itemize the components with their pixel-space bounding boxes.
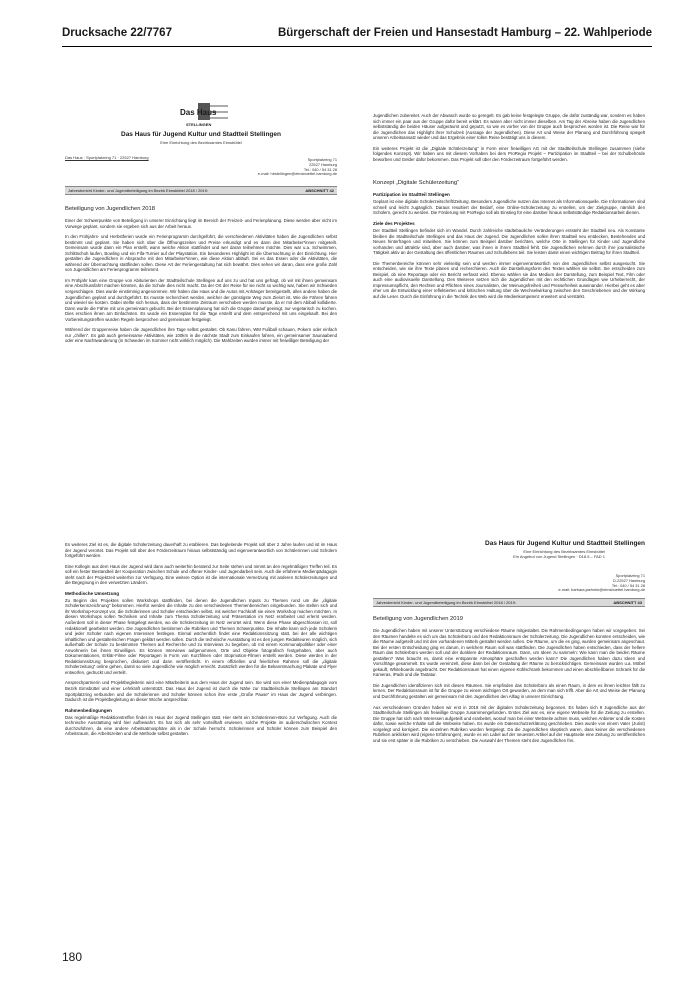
drucksache-number: Drucksache 22/7767	[62, 27, 172, 39]
page-number: 180	[62, 950, 83, 964]
address-line: D-22527 Hamburg	[612, 577, 645, 583]
section-bar-title: Jahresbericht Kinder- und Jugendbeteiligung im Bezirk Eimsbüttel 2018 / 2019:	[68, 188, 209, 193]
paragraph: Im Frühjahr kam eine Gruppe von Abiturienten der Stadtteilschule Stellingen auf uns zu und hat uns gefragt, ob wir mit ihnen gemeinsam eine Abschlussfahrt machen könnten, da die Schule dies nicht macht. Da der Ort der Reise für sie nicht so wichtig war, haben wir Schweden vorgeschlagen. Dies wurde einstimmig angenommen. Wir haben das Haus und die Autos mit Anhänger bereitgestellt, alles andere haben die Jugendlichen geplant und durchgeführt. Es musste recherchiert werden, welcher der günstigste Weg zum Zielort ist. Wie die Fähren fahren und wieviel sie kosten. Dabei stellte sich heraus, dass der bestimmte Zeitraum verschoben werden musste, da er mit dem Abiball kollidierte. Dann wurde die Fähre mit uns gemeinsam gebucht. Bei der Essensplanung hat sich die Gruppe darauf geeinigt, nur vegetarisch zu kochen. Dies erschien ihnen am Einfachsten. Es wurde ein Essensplan für die Tage erstellt und dem entsprechend mit uns eingekauft. Bei den Vorbereitungstreffen wurden Regeln besprochen und gemeinsam festgelegt.	[65, 277, 337, 322]
paragraph: Aus verschiedenen Gründen haben wir erst in 2019 mit der digitalen Schülerzeitung begonnen. Es haben sich 9 Jugendliche aus der Stadtteilschule Stellingen als freiwillige Gruppe zusammengefunden. Erstes Ziel war es, eine eigene Webseite für die Zeitung zu erstellen. Die Gruppe hat sich nach Interessen aufgeteilt und erarbeitet, worauf man bei einer Webseite achten muss, welchen Anbieter und die Kosten dafür, sowie welche Inhalte soll die Webseite haben. Es wurde ein Datenschutzerklärung geschrieben. Dies wurde von einem Vater (Jurist) vorgelegt und korrigiert. Die einzelnen Rubriken wurden festgelegt. Da die Jugendlichen skeptisch waren, dass keiner die verschiedenen Rubriken anklicken wird (eigene Erfahrungen), wurde es ein Label auf der neuesten Artikel auf der Hauptseite eine Zeitung zu veröffentlichen und sie erst später in die Rubriken zu verschieben. Die Auswahl der Themen steht den Jugendlichen frei.	[373, 704, 645, 743]
panel-report-2018	[65, 100, 337, 520]
panel-methods	[65, 542, 337, 927]
parliament-title: Bürgerschaft der Freien und Hansestadt Hamburg – 22. Wahlperiode	[277, 27, 652, 39]
paragraph: In den Frühjahrs- und Herbstferien wurde ein Ferienprogramm durchgeführt, die verschiedenen Aktivitäten haben die Jugendlichen selbst bestimmt und geplant. Sie haben sich über die Öffnungszeiten und Preise erkundigt und es dann den Mitarbeiter*innen mitgeteilt. Gemeinsam wurde dann ein Plan erstellt, wann welche Aktion stattfindet und wer daran teilnehmen möchte. Dies war u.a. Schwimmen, Schlittschuh laufen, Bowling und ein Fifa-Turnier auf der Playstation. Ein besonderes Highlight ist die Übernachtung in der Einrichtung. Hier gestalten die Jugendlichen in Absprache mit den Mitarbeiter*innen, wie diese Aktion abläuft. Sei es das Essen oder die Aktivitäten, die während der Übernachtung stattfinden sollen. Diese Art der Feriengestaltung hat sich bewährt. Dies sehen wir daran, dass eine große Zahl von Jugendlichen am Ferienprogramm teilnimmt.	[65, 234, 337, 273]
org-name: Das Haus für Jugend Kultur und Stadtteil Stellingen	[485, 540, 645, 547]
paragraph: Der Stadtteil Stellingen befindet sich im Wandel. Durch zahlreiche städtebauliche Veränderungen entsteht der Stadtteil neu. Als Konstante bleiben die Stadtteilschule Stellingen und das Haus der Jugend. Die Jugendlichen sollen ihren Stadtteil neu entdecken, Bestehendes und Neues hinterfragen und mitwirken. Sie können zum Beispiel darüber berichten, welche Orte in Stellingen für Kinder und Jugendliche vorhanden und attraktiv sind, aber auch darüber, was ihnen in ihrem Stadtteil fehlt. Die Jugendlichen nehmen durch ihre journalistische Tätigkeit aktiv an der Gestaltung des öffentlichen Raumes und Schullebens teil. Sie leisten damit einen wichtigen Beitrag für ihren Stadtteil.	[373, 228, 645, 256]
section-heading: Beteiligung von Jugendlichen 2019	[373, 616, 463, 622]
section-title: Partizipation im Stadtteil Stellingen	[373, 192, 450, 198]
paragraph: Einer der Schwerpunkte von Beteiligung in unserer Einrichtung liegt im Bereich der Freizeit- und Ferienplanung. Diese werden aber nicht im Vorwege geplant, sondern sie ergeben sich aus der Arbeit heraus.	[65, 218, 337, 229]
paragraph: Die Themenbereiche können sehr vielseitig sein und werden immer eigenverantwortlich von den Jugendlichen selbst ausgesucht. Sie entscheiden, wie sie ihre Texte planen und recherchieren. Auch die Darstellungsform des Textes wählen sie selbst. Sie entscheiden zum Beispiel, ob eine Reportage oder ein Bericht verfasst wird. Ebenso wählen sie das Medium der Darstellung, zum Beispiel Text, Film oder auch eine audiovisuelle Darstellung. Des Weiteren setzen sich die Jugendlichen mit den rechtlichen Grundlagen wie Urheberrecht, der Impressumspflicht, den Rechten und Pflichten eines Journalisten, der Meinungsfreiheit und Pressefreiheit auseinander. Hierbei geht es aber eher um die Entwicklung einer reflektierten und kritischen Haltung über die Wechselwirkung zwischen den Geschriebenen und der Wirkung auf die Leser. Durch die Einführung in die Technik des Web wird die Medienkompetenz erweitert und verstärkt.	[373, 260, 645, 300]
section-title: Methodische Umsetzung	[65, 590, 120, 596]
paragraph: Jugendlichen zubereitet. Auch der Abwasch wurde so geregelt. Es gab keine festgelegte Gruppe, die dafür zuständig war, sondern es haben sich immer ein paar aus der Gruppe dafür bereit erklärt. Es waren aber nicht immer dieselben. Am Tag der Abreise haben die Jugendlichen selbstständig die beiden Häuser aufgeräumt und geputzt, so wie es vorher von der Gruppe auch besprochen worden ist. Die Reise war für die Jugendlichen das Highlight ihrer Schulzeit (Aussage der Jugendlichen). Diese Art und Weise der Planung und Durchführung spiegelt unseren Arbeitsansatz wieder und das Ergebnis einer tollen Reise bestätigt uns in diesem.	[373, 113, 645, 141]
section-title: Ziele des Projektes	[373, 221, 415, 227]
small-address: Das Haus · Sportplatzring 71 · 22527 Hamburg	[65, 155, 149, 160]
address-line: Sportplatzring 71	[615, 573, 645, 578]
panel-body	[65, 200, 337, 349]
section-bar-title: Jahresbericht Kinder- und Jugendbeteiligung im Bezirk Eimsbüttel 2018 / 2019:	[376, 600, 517, 605]
section-title: Rahmenbedingungen	[65, 707, 112, 713]
org-subtitle: Eine Einrichtung des Bezirksamtes Eimsbüttel	[523, 549, 605, 554]
panel-concept	[373, 113, 645, 443]
paragraph: Es weiteres Ziel ist es, die digitale Schülerzeitung dauerhaft zu etablieren. Das begleitende Projekt soll über 2 Jahre laufen und ist im Haus der Jugend verortet. Das Projekt soll über den Förderzeitraum hinaus selbstständig und eigenverantwortlich von Schülerinnen und Schülern fortgeführt werden.	[65, 542, 337, 559]
small-address: Ein Angebot von Jugend Stellingen · D18.5 – FAD 1	[513, 554, 605, 559]
paragraph: Geplant ist eine digitale Schülerzeitschrift/Zeitung. Besonders Jugendliche nutzen das Internet als Informationsquelle. Die Informationen sind schnell und leicht zugänglich. Daraus resultiert der Bedarf, eine Online-Schülerzeitung zu erstellen, um der Zielgruppe, nämlich den Schülern, gerecht zu werden. Die Förderung mit ProRegio soll als Einstieg für eine darüber hinaus selbstständige Redaktionsarbeit dienen.	[373, 199, 645, 216]
paragraph: Eine Kollegin aus dem Haus der Jugend wird dann auch weiterhin beratend zur Seite stehen und nimmt an den regelmäßigen Treffen teil. Es soll ein fester Bestandteil der Kooperation zwischen Schule und offener Kinder- und Jugendarbeit sein. Auch die erfahrene Medienpädagogin steht nach der Projektzeit weiterhin zur Verfügung. Eine weitere Option ist die internationale Vernetzung mit anderen Schülerzeitungen und die Begegnung in den verwetzten Ländern.	[65, 563, 337, 586]
address-line: Sportplatzring 71	[307, 157, 337, 162]
header-rule	[62, 46, 652, 47]
address-line: e-mail: hbstellingen@eimsbuettel.hamburg.de	[257, 171, 337, 177]
address-block	[217, 158, 337, 177]
panel-report-2019	[373, 540, 645, 935]
panel-body	[373, 610, 645, 748]
section-label: ABSCHNITT 42	[305, 188, 334, 193]
section-bar	[373, 598, 645, 607]
org-name: Das Haus für Jugend Kultur und Stadtteil Stellingen	[121, 131, 281, 138]
paragraph: Ansprechpartnerin und Projektbegleiterin wird eine Mitarbeiterin aus dem Haus der Jugend sein. Sie wird von einer Medienpädagogin vom Bezirk Eimsbüttel und einer Lehrkraft unterstützt. Das Haus der Jugend ist durch die Nähe zur Stadtteilschule Stellingen am Standort Sportplatzring verbunden und die Schülerinnen und Schüler können schon ihre erste „Große Pause“ im Haus der Jugend verbringen. Dadurch ist die Projektbegleitung an dieser Woche ansprechbar.	[65, 680, 337, 703]
paragraph: Das regelmäßige Redaktionstreffen findet im Haus der Jugend Stellingen statt. Hier steht ein Schülerinnen-Büro zur Verfügung. Auch die technische Ausstattung wird hier aufbewahrt. Es hat sich als sehr vorteilhaft erwiesen, solche Projekte im außerschulischen Kontext durchzuführen, da eine andere Arbeitsatmosphäre als in der Schule herrscht. Schülerinnen und Schüler können zum Beispiel den Arbeitsraum, die Arbeitszeiten und die Methode selbst gestalten.	[65, 714, 337, 737]
address-line: e-mail: barbara.jaehnke@eimsbuettel.hamburg.de	[558, 587, 645, 593]
paragraph: Die Jugendlichen identifizieren sich mit diesen Räumen. Sie empfinden das Schülerbüro als einen Raum, in dem es ihnen leichter fällt zu lernen. Der Redaktionsraum ist für die Gruppe zu einem wichtigen Ort geworden, an dem man sich trifft. Aber die Art und Weise der Planung und Durchführung gestalten wir gemeinsam mit den Jugendlichen den Alltag in unserer Einrichtung.	[373, 682, 645, 700]
org-subtitle: Eine Einrichtung des Bezirksamtes Eimsbüttel	[160, 140, 242, 145]
document-header	[62, 27, 652, 45]
paragraph: Zu Beginn des Projektes sollen Workshops stattfinden, bei denen die Jugendlichen Inputs zu Themen rund um die „digitale Schülerkennzeichnung“ bekommen. Hierfür werden die Inhalte zu den verschiedenen Themenbereichen eingebunden. Sie stellen sich und ihr Workshop-Konzept vor, die Schülerinnen und Schüler entscheiden selbst, mit welcher Fachkraft sie einen Workshop machen möchten. In diesen Workshops sollen Techniken und Inhalte zum Thema Schülerzeitung und Präsentation im Netz erarbeitet und erlernt werden. Außerdem soll in dieser Phase festgelegt werden, wo die Schülerzeitung im Netz verortet wird. Wenn diese Phase abgeschlossen ist, soll redaktionell gearbeitet werden. Die Jugendlichen bestimmen die Rubriken und Themen Schwerpunkte. Die Inhalte kann sich jede Schülerin und jeder Schüler nach eigenen Interessen festlegen. Einmal wöchentlich findet eine Redaktionssitzung statt, bei der alle wichtigen inhaltlichen und gestalterischen Fragen geklärt werden sollen. Durch die technische Ausstattung ist es den jungen Redakteuren möglich, sich außerhalb der Schule zu bestimmten Themen auf Recherche und zu Interviews zu begeben, ob mit einem Kommunalpolitiker oder einer Anwohnerin bei ihnen Einwilligen. Es können Interviews aufgenommen, Orte und Objekte fotografisch festgehalten, aber auch Dokumentationen, Erklär-Filme oder Reportagen in Form von Kurzfilmen oder Stopmotion-Filmen erstellt werden. Diese werden in der Redaktionssitzung besprochen, diskutiert und dann veröffentlicht. In einem offiziellen und feierlichen Rahmen soll die „digitale Schülerzeitung“ online gehen, damit so viele Jugendliche wie möglich erreicht. Zusätzlich werden für die Bekanntmachung Plakate und Flyer entworfen, gedruckt und verteilt.	[65, 597, 337, 675]
paragraph: Während der Gruppenreise haben die Jugendlichen ihre Tage selbst gestaltet. Ob Kanu fahren, WM Fußball schauen, Pokern oder einfach nur „chillen“. Es gab auch gemeinsame Aktivitäten, wie 100km in die nächste Stadt zum Einkaufen fahren, ein gemeinsamer Saunaabend oder eine Nachtwanderung (in Schweden im Sommer nicht wirklich möglich). Die Mahlzeiten wurden immer mit freiwilliger Beteiligung der	[65, 327, 337, 344]
address-line: Tel.: 040 / 54 31 28	[303, 166, 337, 172]
paragraph: Ein weiteres Projekt ist die „Digitale Schülerzeitung“ in Form einer freiwilligen AG mit der Stadtteilschule Stellingen zusammen (siehe folgendes Konzept). Wir haben uns mit diesem Vorhaben bei dem ProRegio Projekt – Partizipation im Stadtteil – bei der Schulbehörde beworben und Gelder dafür bekommen. Das Projekt soll über den Förderzeitraum fortgeführt werden.	[373, 145, 645, 162]
concept-title: Konzept „Digitale Schülerzeitung“	[373, 180, 460, 187]
logo-text: Das Haus	[180, 108, 217, 117]
address-line: Tel.: 040 / 54 31 28	[611, 582, 645, 588]
logo	[180, 100, 230, 128]
address-line: 22527 Hamburg	[309, 161, 337, 167]
paragraph: Die Jugendlichen haben mit unserer Unterstützung verschiedene Räume mitgestaltet. Die Rahmenbedingungen haben wir vorgegeben. Sei den Räumen handelte es sich um das Schülerbüro und den Redaktionsraum der Schülerzeitung. Die Jugendlichen konnten entscheiden, wie die Räume aufgeteilt und mit den vorhandenen Mitteln gestaltet werden sollen. Die Räume, um die es ging, wurden gemeinsam angeschaut. Bei der ersten Entscheidung ging es darum, in welchem Raum soll was stattfinden. Die Jugendlichen haben entschieden, dass der hellere Raum das Schülerbüro werden soll und der dunklere der Redaktionsraum. Dann, um Ideen zu sammeln: Wie kann man die beiden Räume gestalten? Was braucht es, damit eine entspannte Atmosphäre geschaffen werden kann? Die Jugendlichen haben dazu Ideen und Vorschläge gesammelt. Es wurde vereinzelt, diese dann bei der Gestaltung der Räume zu berücksichtigen. Gemeinsam wurden u.a. Möbel gekauft, Whiteboards angebracht. Der Redaktionsraum hat einen eigenen Kühlschrank bekommen und einen abschließbaren Schrank für die Kameras, iPads und die Tastatur.	[373, 628, 645, 678]
section-label: ABSCHNITT 43	[613, 600, 642, 605]
section-bar	[65, 186, 337, 195]
address-block	[515, 574, 645, 593]
logo-subtext: STELLINGEN	[186, 122, 212, 127]
section-heading: Beteiligung von Jugendlichen 2018	[65, 206, 155, 212]
